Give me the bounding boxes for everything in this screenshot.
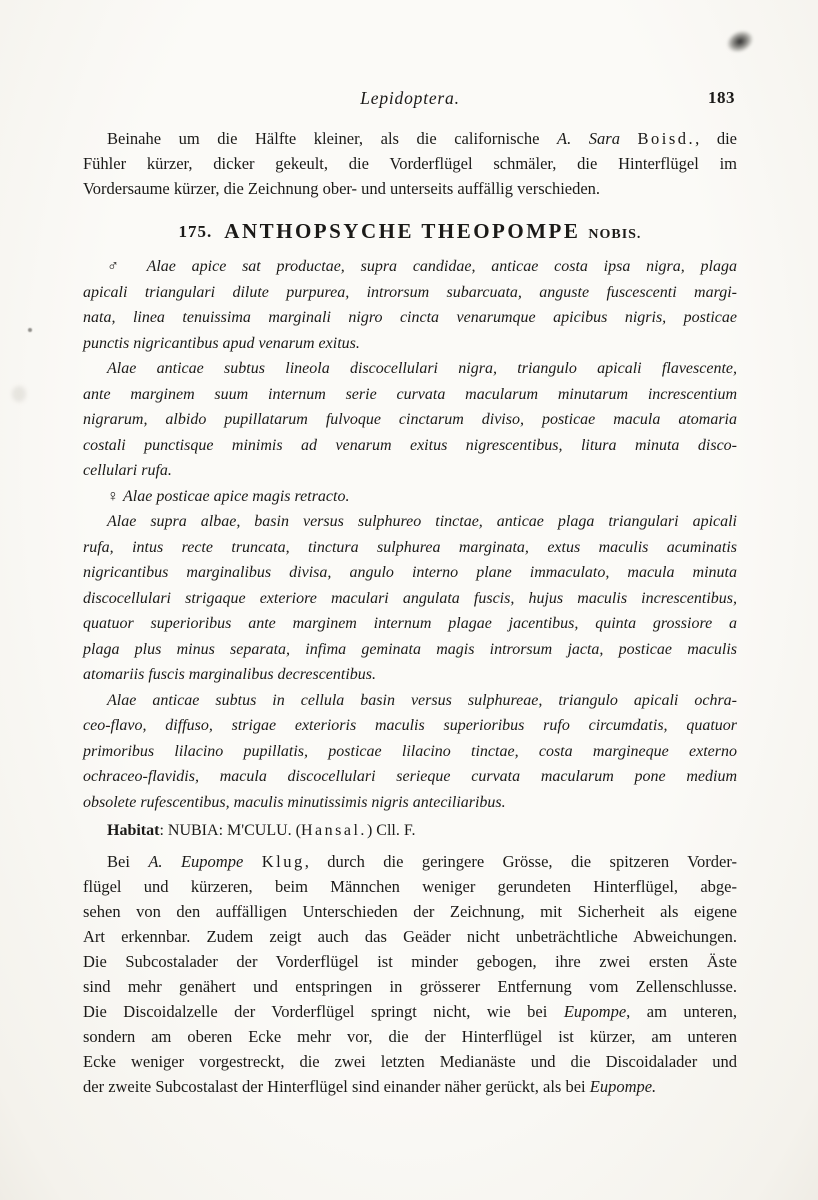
text-line: [83, 484, 737, 510]
text-segment: A. Sara: [557, 129, 620, 148]
text-segment: sehen von den auffälligen Unterschieden der Zeichnung, mit Sicherheit als eigene: [83, 902, 737, 921]
paragraph-intro: [83, 126, 737, 201]
text-segment: nata, linea tenuissima marginali nigro cincta venarumque apicibus nigris, posticae: [83, 309, 737, 326]
text-segment: Alae supra albae, basin versus sulphureo tinctae, anticae plaga triangulari apicali: [107, 513, 737, 530]
text-line: [83, 560, 737, 586]
text-segment: obsolete rufescentibus, maculis minutissimis nigris anteciliaribus.: [83, 793, 506, 811]
text-line: [83, 433, 737, 459]
text-segment: Klug: [261, 852, 305, 871]
text-line: [83, 407, 737, 433]
text-line: [83, 790, 737, 816]
text-segment: A. Eupompe: [148, 852, 244, 871]
text-segment: [620, 129, 638, 148]
text-segment: Alae posticae apice magis retracto.: [123, 487, 350, 505]
paragraphs: [83, 126, 737, 1099]
text-segment: discocellulari strigaque exteriore maculari angulata fuscis, hujus maculis increscentibus,: [83, 589, 737, 607]
text-line: [83, 280, 737, 306]
text-segment: , am unteren,: [626, 1002, 737, 1021]
paragraph-female-note: [83, 484, 737, 510]
text-line: [83, 818, 737, 843]
text-line: [83, 1074, 737, 1099]
text-segment: atomariis fuscis marginalibus decrescentibus.: [83, 666, 377, 683]
text-segment: [243, 852, 261, 871]
text-line: [83, 535, 737, 561]
text-line: [83, 849, 737, 874]
text-line: [83, 739, 737, 765]
text-segment: nigricantibus marginalibus divisa, angulo interno plane immaculato, macula minuta: [83, 564, 737, 581]
text-segment: , durch die geringere Grösse, die spitzeren Vorder-: [304, 852, 737, 871]
text-line: [83, 949, 737, 974]
text-segment: costali punctisque minimis ad venarum exitus nigrescentibus, litura minuta disco-: [83, 436, 737, 454]
paragraph-male-description: [83, 254, 737, 356]
text-segment: : NUBIA: M'CULU. (: [159, 822, 301, 839]
sex-symbol: ♀: [107, 487, 123, 505]
text-segment: Die Discoidalzelle der Vorderflügel springt nicht, wie bei: [83, 1002, 564, 1021]
running-header: [83, 88, 737, 114]
running-title: Lepidoptera.: [360, 88, 460, 108]
paragraph-female-upperside: [83, 509, 737, 688]
text-segment: Alae apice sat productae, supra candidae, anticae costa ipsa nigra, plaga: [146, 258, 738, 275]
text-segment: Die Subcostalader der Vorderflügel ist minder gebogen, ihre zwei ersten Äste: [83, 952, 737, 971]
text-segment: Art erkennbar. Zudem zeigt auch das Geäder nicht unbeträchtliche Abweichungen.: [83, 927, 737, 946]
text-segment: plaga plus minus separata, infima geminata magis introrsum jacta, posticae maculis: [83, 640, 737, 658]
text-segment: Eupompe.: [589, 1077, 657, 1096]
text-line: [83, 254, 737, 280]
paragraph-habitat: [83, 818, 737, 843]
text-segment: nigrarum, albido pupillatarum fulvoque cinctarum diviso, posticae macula atomaria: [83, 411, 737, 428]
text-line: [83, 458, 737, 484]
text-line: [83, 611, 737, 637]
text-segment: Alae anticae subtus lineola discocellulari nigra, triangulo apicali flavescente,: [107, 360, 737, 377]
text-segment: sondern am oberen Ecke mehr vor, die der Hinterflügel ist kürzer, am unteren: [83, 1027, 737, 1046]
text-segment: ceo-flavo, diffuso, strigae exterioris maculis superioribus rufo circumdatis, quatuor: [83, 717, 737, 734]
text-line: [83, 1024, 737, 1049]
species-number: 175.: [178, 222, 213, 241]
text-segment: Fühler kürzer, dicker gekeult, die Vorderflügel schmäler, die Hinterflügel im: [83, 154, 737, 173]
text-segment: ochraceo-flavidis, macula discocellulari serieque curvata macularum pone medium: [83, 768, 737, 785]
sex-symbol: ♂: [107, 258, 147, 275]
species-heading: [83, 219, 737, 244]
text-line: [83, 974, 737, 999]
text-segment: rufa, intus recte truncata, tinctura sulphurea marginata, extus maculis acuminatis: [83, 538, 737, 556]
text-segment: Boisd.: [637, 129, 696, 148]
species-name: ANTHOPSYCHE THEOPOMPE: [224, 219, 581, 243]
text-segment: Ecke weniger vorgestreckt, die zwei letzten Medianäste und die Discoidalader und: [83, 1052, 737, 1071]
paragraph-female-underside: [83, 688, 737, 816]
text-segment: punctis nigricantibus apud venarum exitus.: [83, 334, 360, 352]
text-line: [83, 1049, 737, 1074]
text-segment: apicali triangulari dilute purpurea, introrsum subarcuata, anguste fuscescenti margi-: [83, 283, 737, 301]
text-segment: primoribus lilacino pupillatis, posticae lilacino tinctae, costa margineque externo: [83, 742, 737, 760]
text-line: [83, 999, 737, 1024]
text-segment: flügel und kürzeren, beim Männchen weniger gerundeten Hinterflügel, abge-: [83, 877, 737, 896]
text-line: [83, 126, 737, 151]
text-segment: cellulari rufa.: [83, 462, 172, 479]
text-segment: ) Cll. F.: [366, 822, 416, 839]
ink-blot-artifact: [723, 26, 757, 57]
text-segment: Habitat: [107, 822, 160, 839]
paragraph-male-underside: [83, 356, 737, 484]
text-segment: sind mehr genähert und entspringen in grösserer Entfernung vom Zellenschlusse.: [83, 977, 737, 996]
text-line: [83, 586, 737, 612]
text-line: [83, 688, 737, 714]
text-line: [83, 637, 737, 663]
text-line: [83, 305, 737, 331]
text-column: [83, 88, 737, 1099]
text-segment: Bei: [107, 852, 149, 871]
text-line: [83, 176, 737, 201]
text-segment: Vordersaume kürzer, die Zeichnung ober- und unterseits auffällig verschieden.: [83, 179, 601, 198]
text-line: [83, 764, 737, 790]
text-line: [83, 662, 737, 688]
text-segment: Eupompe: [563, 1002, 627, 1021]
text-segment: quatuor superioribus ante marginem internum plagae jacentibus, quinta grossiore a: [83, 615, 737, 632]
text-segment: ante marginem suum internum serie curvata macularum minutarum increscentium: [83, 385, 737, 403]
margin-smudge-artifact: [12, 386, 26, 402]
text-line: [83, 899, 737, 924]
page-number: 183: [708, 88, 735, 107]
text-segment: Alae anticae subtus in cellula basin versus sulphureae, triangulo apicali ochra-: [107, 691, 737, 709]
text-segment: der zweite Subcostalast der Hinterflügel sind einander näher gerückt, als bei: [83, 1077, 590, 1096]
text-line: [83, 382, 737, 408]
text-line: [83, 331, 737, 357]
text-line: [83, 713, 737, 739]
text-segment: Hansal.: [301, 822, 367, 839]
text-line: [83, 356, 737, 382]
text-segment: , die: [695, 129, 737, 148]
text-line: [83, 874, 737, 899]
text-line: [83, 151, 737, 176]
text-segment: Beinahe um die Hälfte kleiner, als die californische: [107, 129, 557, 148]
text-line: [83, 509, 737, 535]
species-author: NOBIS.: [588, 227, 642, 242]
paragraph-discussion: [83, 849, 737, 1099]
margin-speck-artifact: [28, 328, 32, 332]
text-line: [83, 924, 737, 949]
